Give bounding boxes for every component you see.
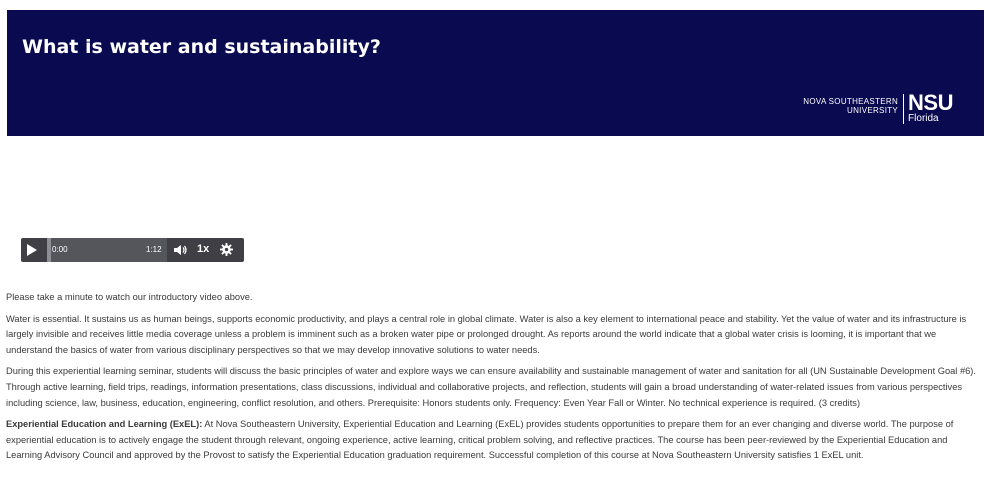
course-description [6, 290, 981, 470]
exel-body: At Nova Southeastern University, Experiential Education and Learning (ExEL) provides students opportunities to prepare them for an ever changing and diverse world. The purpose of experiential education is to actively engage the student through relevant, ongoing experience, active learning, critical problem solving, and reflective practices. The course has been peer-reviewed by the Experiential Education and Learning Advisory Council and approved by the Provost to satisfy the Experiential Education graduation requirement. Successful completion of this course at Nova Southeastern University satisfies 1 ExEL unit. [6, 419, 954, 461]
play-icon[interactable] [27, 244, 37, 256]
playback-speed-button[interactable]: 1x [197, 243, 210, 255]
paragraph-water-essential: Water is essential. It sustains us as human beings, supports economic productivity, and plays a central role in global climate. Water is also a key element to international peace and stability. Yet the value of water and its infrastructure is largely invisible and receives little media coverage unless a problem is imminent such as a broken water pipe or prolonged drought. As reports around the world indicate that a global water crisis is looming, it is important that we understand the basics of water from various disciplinary perspectives so that we may develop innovative solutions to water needs. [6, 313, 967, 355]
fullscreen-icon[interactable] [244, 243, 258, 257]
logo-mark [908, 90, 953, 125]
duration-time: 1:12 [146, 245, 162, 254]
paragraph-seminar-description: During this experiential learning seminar, students will discuss the basic principles of water and explore ways we can ensure availability and sustainable management of water and sanitation for all (UN Sustainable Development Goal #6). Through active learning, field trips, readings, information presentations, class discussions, individual and collaborative projects, and reflection, students will gain a broad understanding of water-related issues from various perspectives including science, law, business, education, engineering, conflict resolution, and others. Prerequisite: Honors students only. Frequency: Even Year Fall or Winter. No technical experience is required. (3 credits) [6, 366, 976, 408]
volume-icon[interactable] [173, 243, 187, 257]
logo-line-2: UNIVERSITY [847, 106, 899, 115]
video-player[interactable] [21, 238, 244, 262]
video-progress-fill [47, 238, 51, 262]
logo-wordmark [803, 97, 898, 115]
logo-nsu: NSU [908, 90, 953, 115]
page-title: What is water and sustainability? [22, 36, 381, 58]
exel-heading: Experiential Education and Learning (ExEL): [6, 419, 203, 430]
current-time: 0:00 [52, 245, 68, 254]
paragraph-exel [6, 417, 981, 464]
nsu-logo [803, 90, 953, 125]
page-banner [7, 10, 984, 136]
logo-florida: Florida [908, 113, 939, 124]
logo-line-1: NOVA SOUTHEASTERN [803, 97, 899, 106]
logo-divider [903, 94, 904, 124]
intro-text: Please take a minute to watch our introductory video above. [6, 292, 253, 302]
settings-gear-icon[interactable] [220, 243, 233, 256]
